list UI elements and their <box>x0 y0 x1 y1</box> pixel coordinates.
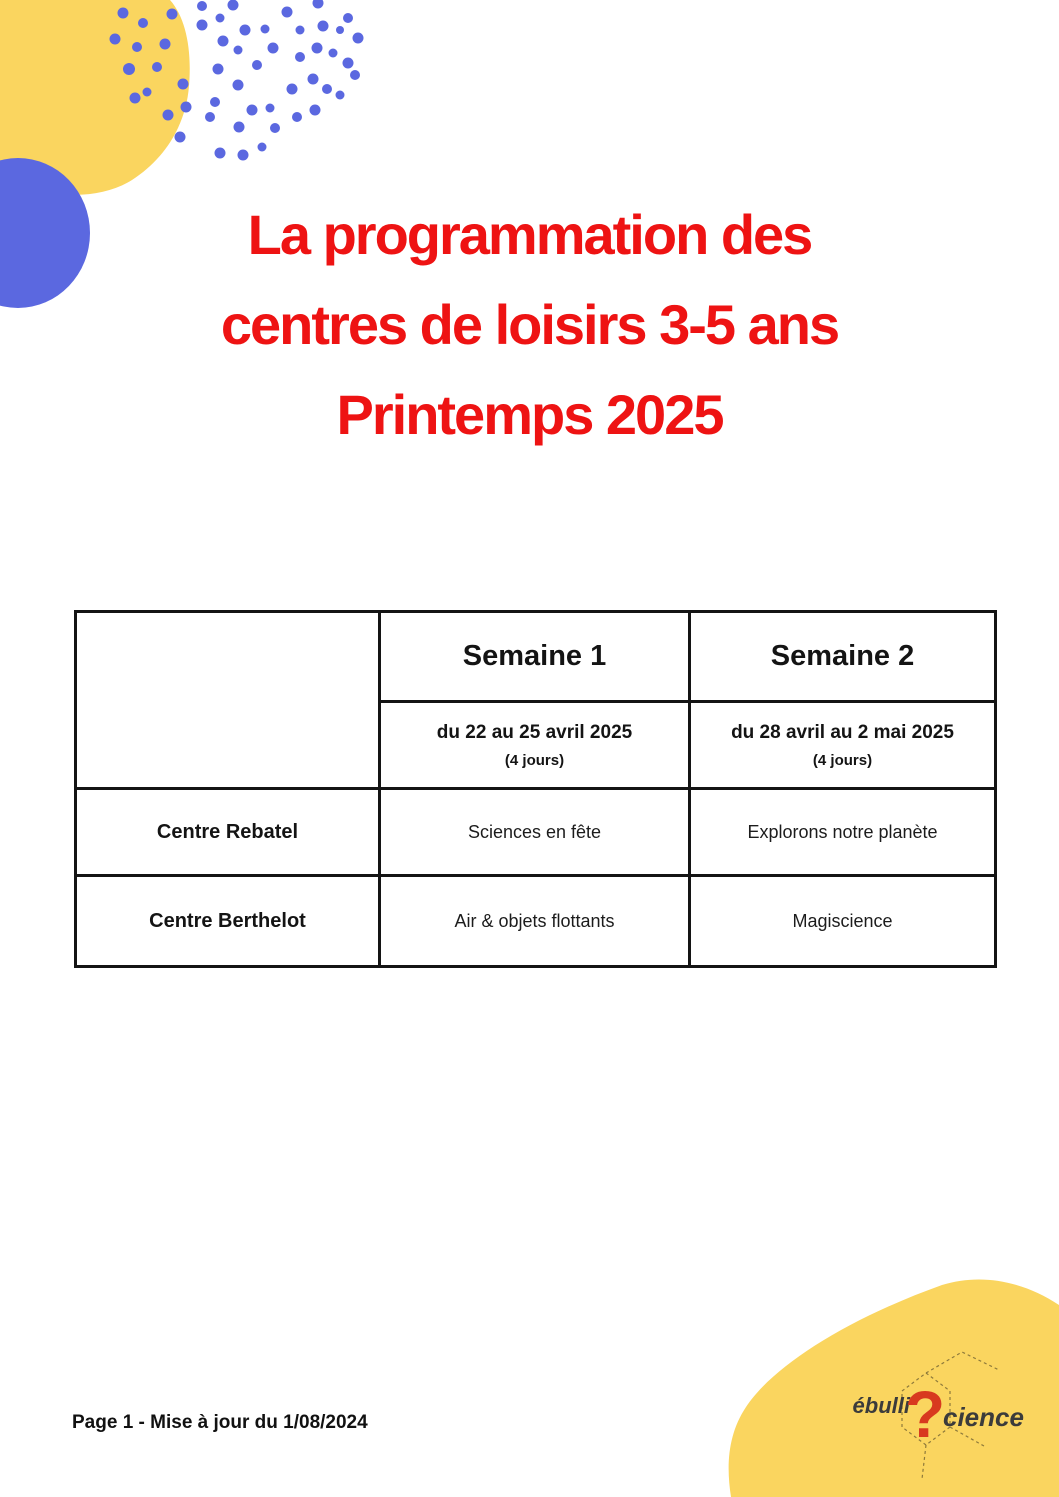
berthelot-week1-activity: Air & objets flottants <box>381 877 691 965</box>
week2-dates-cell <box>691 703 994 790</box>
title-line-1: La programmation des <box>247 203 812 266</box>
week1-dates-cell <box>381 703 691 790</box>
week1-header-cell <box>381 613 691 703</box>
page-footer: Page 1 - Mise à jour du 1/08/2024 <box>72 1412 368 1433</box>
week1-duration: (4 jours) <box>504 751 565 769</box>
rebatel-week2-activity: Explorons notre planète <box>691 790 994 877</box>
document-title <box>0 190 1059 460</box>
rebatel-week1-activity: Sciences en fête <box>381 790 691 877</box>
week2-label: Semaine 2 <box>770 640 915 672</box>
week1-dates: du 22 au 25 avril 2025 <box>436 721 633 743</box>
empty-corner-cell <box>77 613 381 790</box>
week2-header-cell <box>691 613 994 703</box>
yellow-blob-bottom <box>729 1279 1059 1497</box>
logo-text-ebulli: ébulli <box>852 1393 910 1418</box>
title-line-2: centres de loisirs 3-5 ans <box>220 293 839 356</box>
week2-duration: (4 jours) <box>812 751 873 769</box>
centre-berthelot-label: Centre Berthelot <box>77 877 381 965</box>
centre-rebatel-label: Centre Rebatel <box>77 790 381 877</box>
question-mark-logo-icon: ? <box>904 1377 946 1451</box>
week2-dates: du 28 avril au 2 mai 2025 <box>731 721 954 743</box>
schedule-table <box>74 610 997 968</box>
bottom-right-decoration <box>679 1237 1059 1497</box>
berthelot-week2-activity: Magiscience <box>792 910 893 931</box>
title-line-3: Printemps 2025 <box>336 383 723 446</box>
week1-label: Semaine 1 <box>462 640 607 672</box>
logo-text-cience: cience <box>943 1402 1024 1432</box>
